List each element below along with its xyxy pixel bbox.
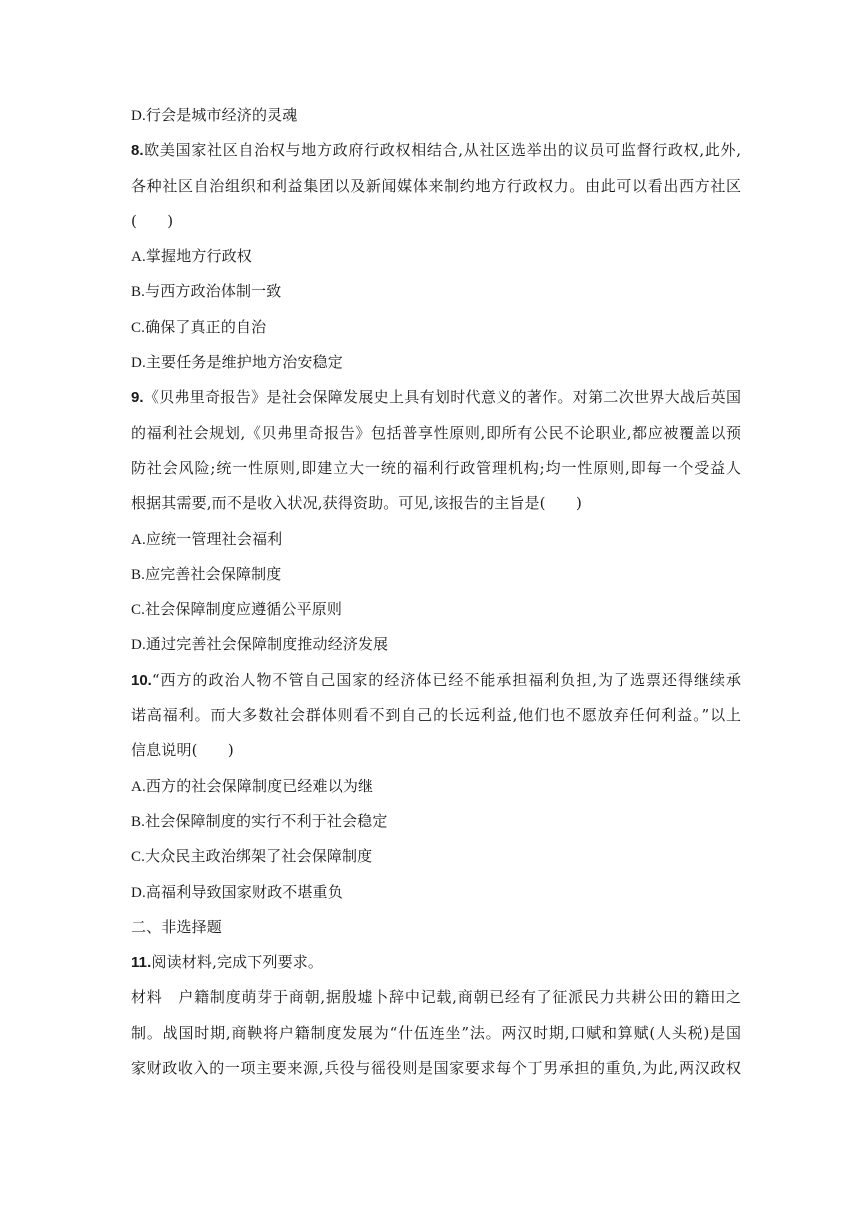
text-line: [131, 988, 741, 1006]
line-text: 大众民主政治绑架了社会保障制度: [145, 847, 373, 866]
line-text: 通过完善社会保障制度推动经济发展: [145, 635, 389, 654]
option-letter: B.: [131, 813, 146, 830]
option-letter: D.: [131, 884, 146, 901]
option-letter: C.: [131, 602, 146, 619]
text-line: [131, 741, 741, 759]
option-letter: D.: [131, 637, 146, 654]
answer-option: [131, 530, 741, 548]
line-text: 材料 户籍制度萌芽于商朝,据殷墟卜辞中记载,商朝已经有了征派民力共耕公田的籍田之: [131, 988, 741, 1007]
line-text: 家财政收入的一项主要来源,兵役与徭役则是国家要求每个丁男承担的重负,为此,两汉政权: [131, 1059, 741, 1078]
line-text: 的福利社会规划,《贝弗里奇报告》包括普享性原则,即所有公民不论职业,都应被覆盖以预: [131, 423, 741, 442]
line-text: 二、非选择题: [131, 917, 222, 936]
answer-option: [131, 883, 741, 901]
line-text: 《贝弗里奇报告》是社会保障发展史上具有划时代意义的著作。对第二次世界大战后英国: [143, 388, 741, 407]
line-text: 社会保障制度应遵循公平原则: [145, 600, 343, 619]
text-line: [131, 424, 741, 442]
section-heading: [131, 918, 741, 936]
line-text: 行会是城市经济的灵魂: [145, 106, 298, 124]
answer-option: [131, 635, 741, 653]
line-text: 欧美国家社区自治权与地方政府行政权相结合,从社区选举出的议员可监督行政权,此外,: [143, 141, 741, 160]
text-line: [131, 494, 741, 512]
answer-option: [131, 777, 741, 795]
question-stem-line: [131, 671, 741, 689]
line-text: 诺高福利。而大多数社会群体则看不到自己的长远利益,他们也不愿放弃任何利益。”以上: [131, 706, 741, 725]
line-text: 信息说明( ): [131, 741, 234, 760]
answer-option: [131, 282, 741, 300]
answer-option: [131, 600, 741, 618]
question-number: 9.: [131, 389, 144, 407]
line-text: 根据其需要,而不是收入状况,获得资助。可见,该报告的主旨是( ): [131, 494, 582, 513]
answer-option: [131, 812, 741, 830]
option-letter: A.: [131, 531, 146, 548]
answer-option: [131, 353, 741, 371]
question-stem-line: [131, 388, 741, 406]
line-text: 各种社区自治组织和利益集团以及新闻媒体来制约地方行政权力。由此可以看出西方社区: [131, 176, 741, 195]
question-number: 8.: [131, 142, 144, 160]
question-number: 11.: [131, 954, 152, 972]
line-text: 主要任务是维护地方治安稳定: [145, 353, 343, 372]
text-line: [131, 1059, 741, 1077]
line-text: “西方的政治人物不管自己国家的经济体已经不能承担福利负担,为了选票还得继续承: [151, 670, 741, 689]
text-line: [131, 212, 741, 230]
line-text: 高福利导致国家财政不堪重负: [145, 882, 343, 901]
line-text: 西方的社会保障制度已经难以为继: [145, 776, 374, 795]
option-letter: A.: [131, 249, 146, 266]
line-text: 制。战国时期,商鞅将户籍制度发展为“什伍连坐”法。两汉时期,口赋和算赋(人头税)是国: [131, 1023, 741, 1042]
answer-option: [131, 247, 741, 265]
question-number: 10.: [131, 671, 152, 689]
text-line: [131, 177, 741, 195]
answer-option: [131, 565, 741, 583]
answer-option: [131, 106, 741, 124]
option-letter: C.: [131, 849, 146, 866]
answer-option: [131, 847, 741, 865]
line-text: 掌握地方行政权: [145, 247, 252, 266]
line-text: 防社会风险;统一性原则,即建立大一统的福利行政管理机构;均一性原则,即每一个受益人: [131, 458, 741, 477]
line-text: 应完善社会保障制度: [145, 564, 282, 583]
line-text: 社会保障制度的实行不利于社会稳定: [145, 811, 388, 830]
option-letter: B.: [131, 566, 146, 583]
answer-option: [131, 318, 741, 336]
line-text: ( ): [131, 211, 174, 230]
line-text: 阅读材料,完成下列要求。: [151, 953, 324, 972]
option-letter: C.: [131, 319, 146, 336]
line-text: 确保了真正的自治: [145, 317, 267, 336]
question-stem-line: [131, 953, 741, 971]
option-letter: D.: [131, 108, 146, 124]
question-stem-line: [131, 141, 741, 159]
text-line: [131, 1024, 741, 1042]
line-text: 与西方政治体制一致: [145, 282, 282, 301]
option-letter: D.: [131, 355, 146, 372]
option-letter: A.: [131, 778, 146, 795]
line-text: 应统一管理社会福利: [145, 529, 283, 548]
page-content: [131, 106, 741, 1094]
option-letter: B.: [131, 284, 146, 301]
text-line: [131, 706, 741, 724]
text-line: [131, 459, 741, 477]
